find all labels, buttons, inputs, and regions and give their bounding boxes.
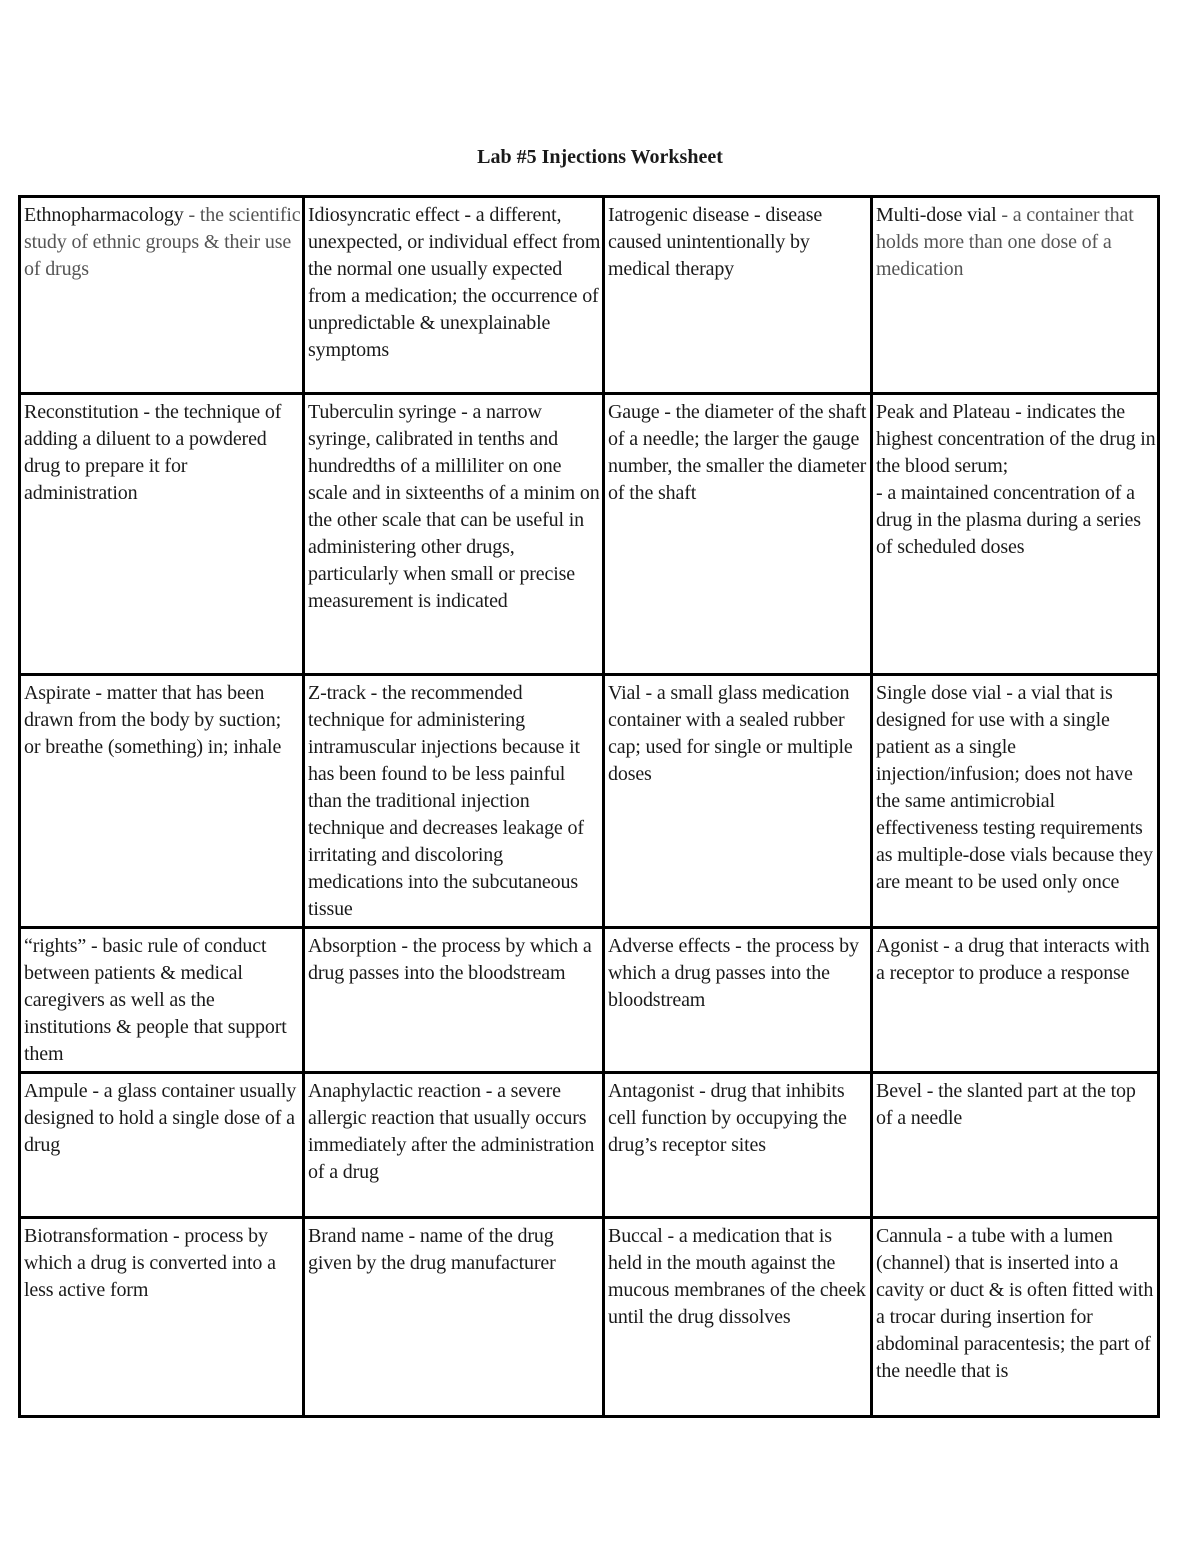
table-cell bbox=[872, 928, 1159, 1073]
term-separator: - bbox=[168, 1225, 185, 1247]
table-cell bbox=[872, 197, 1159, 394]
term-definition: process by which a drug is converted into a less active form bbox=[24, 1225, 276, 1301]
term-separator: - bbox=[694, 1080, 711, 1102]
term-separator: - bbox=[396, 935, 413, 957]
term-separator: - bbox=[921, 1080, 939, 1102]
term-definition: a medication that is held in the mouth against the mucous membranes of the cheek until the drug dissolves bbox=[608, 1225, 866, 1328]
term-label: Single dose vial bbox=[876, 682, 1002, 704]
term-label: Brand name bbox=[308, 1225, 404, 1247]
term-separator: - bbox=[459, 204, 476, 226]
term-separator: - bbox=[1001, 682, 1018, 704]
table-row bbox=[20, 1073, 1159, 1218]
table-cell bbox=[872, 675, 1159, 928]
table-cell bbox=[20, 675, 304, 928]
term-label: Ethnopharmacology bbox=[24, 204, 184, 226]
term-definition: the diameter of the shaft of a needle; the larger the gauge number, the smaller the diameter of the shaft bbox=[608, 401, 867, 504]
term-separator: - bbox=[941, 1225, 958, 1247]
table-cell bbox=[604, 197, 872, 394]
term-definition: the scientific study of ethnic groups & their use of drugs bbox=[24, 204, 301, 280]
term-separator: - bbox=[640, 682, 657, 704]
term-definition: basic rule of conduct between patients & medical caregivers as well as the institutions & people that support them bbox=[24, 935, 287, 1065]
term-definition: a glass container usually designed to hold a single dose of a drug bbox=[24, 1080, 297, 1156]
table-row bbox=[20, 1218, 1159, 1417]
term-label: Bevel bbox=[876, 1080, 922, 1102]
term-label: Tuberculin syringe bbox=[308, 401, 457, 423]
term-label: Peak and Plateau bbox=[876, 401, 1011, 423]
table-row bbox=[20, 394, 1159, 675]
term-label: Iatrogenic disease bbox=[608, 204, 750, 226]
table-cell bbox=[604, 675, 872, 928]
term-label: Ampule bbox=[24, 1080, 88, 1102]
table-cell bbox=[604, 394, 872, 675]
term-separator: - bbox=[87, 1080, 104, 1102]
term-separator: - bbox=[1010, 401, 1027, 423]
term-label: Z-track bbox=[308, 682, 366, 704]
term-separator: - bbox=[659, 401, 676, 423]
term-separator: - bbox=[86, 935, 103, 957]
term-label: Anaphylactic reaction bbox=[308, 1080, 481, 1102]
table-cell bbox=[20, 394, 304, 675]
term-definition-secondary: - a maintained concentration of a drug in the plasma during a series of scheduled doses bbox=[876, 482, 1141, 558]
term-separator: - bbox=[662, 1225, 679, 1247]
definitions-table bbox=[18, 195, 1160, 1418]
table-cell bbox=[304, 197, 604, 394]
term-label: Idiosyncratic effect bbox=[308, 204, 460, 226]
term-separator: - bbox=[403, 1225, 420, 1247]
table-cell bbox=[20, 1073, 304, 1218]
term-separator: - bbox=[456, 401, 473, 423]
table-cell bbox=[304, 1073, 604, 1218]
term-definition: indicates the highest concentration of the drug in the blood serum; bbox=[876, 401, 1156, 477]
table-cell bbox=[872, 1073, 1159, 1218]
term-label: “rights” bbox=[24, 935, 87, 957]
term-label: Biotransformation bbox=[24, 1225, 169, 1247]
term-separator: - bbox=[365, 682, 383, 704]
term-label: Cannula bbox=[876, 1225, 942, 1247]
term-label: Absorption bbox=[308, 935, 397, 957]
term-separator: - bbox=[996, 204, 1013, 226]
term-separator: - bbox=[90, 682, 107, 704]
term-definition: a tube with a lumen (channel) that is inserted into a cavity or duct & is often fitted with a trocar during insertion for abdominal paracentesis; the part of the needle that is bbox=[876, 1225, 1154, 1382]
term-label: Multi-dose vial bbox=[876, 204, 997, 226]
term-definition: name of the drug given by the drug manufacturer bbox=[308, 1225, 556, 1274]
table-row bbox=[20, 197, 1159, 394]
term-label: Buccal bbox=[608, 1225, 663, 1247]
table-row bbox=[20, 928, 1159, 1073]
table-cell bbox=[20, 197, 304, 394]
term-definition: a vial that is designed for use with a single patient as a single injection/infusion; does not have the same antimicrobial effectiveness testing requirements as multiple-dose vials because they are meant to be used only once bbox=[876, 682, 1153, 893]
table-cell bbox=[304, 394, 604, 675]
term-definition: a severe allergic reaction that usually occurs immediately after the administration of a drug bbox=[308, 1080, 595, 1183]
term-separator: - bbox=[749, 204, 766, 226]
table-row bbox=[20, 675, 1159, 928]
term-separator: - bbox=[730, 935, 747, 957]
term-separator: - bbox=[138, 401, 155, 423]
term-separator: - bbox=[480, 1080, 498, 1102]
term-definition: the process by which a drug passes into the bloodstream bbox=[608, 935, 859, 1011]
table-cell bbox=[604, 928, 872, 1073]
table-cell bbox=[872, 1218, 1159, 1417]
table-cell bbox=[20, 1218, 304, 1417]
table-cell bbox=[604, 1073, 872, 1218]
page-title: Lab #5 Injections Worksheet bbox=[477, 146, 723, 168]
term-label: Agonist bbox=[876, 935, 939, 957]
term-definition: the slanted part at the top of a needle bbox=[876, 1080, 1136, 1129]
term-definition: a drug that interacts with a receptor to produce a response bbox=[876, 935, 1150, 984]
term-label: Aspirate bbox=[24, 682, 91, 704]
term-label: Vial bbox=[608, 682, 641, 704]
term-label: Reconstitution bbox=[24, 401, 139, 423]
term-definition: a small glass medication container with a sealed rubber cap; used for single or multiple doses bbox=[608, 682, 853, 785]
table-cell bbox=[304, 928, 604, 1073]
term-definition: a different, unexpected, or individual effect from the normal one usually expected from a medication; the occurrence of unpredictable & unexplainable symptoms bbox=[308, 204, 601, 361]
table-cell bbox=[604, 1218, 872, 1417]
table-cell bbox=[304, 1218, 604, 1417]
table-cell bbox=[20, 928, 304, 1073]
term-definition: the recommended technique for administering intramuscular injections because it has been found to be less painful than the traditional injection technique and decreases leakage of irritating and discoloring medications into the subcutaneous tissue bbox=[308, 682, 584, 920]
term-definition: a narrow syringe, calibrated in tenths and hundredths of a milliliter on one scale and in sixteenths of a minim on the other scale that can be useful in administering other drugs, particularly when small or precise measurement is indicated bbox=[308, 401, 600, 612]
term-definition: the technique of adding a diluent to a powdered drug to prepare it for administration bbox=[24, 401, 282, 504]
term-label: Adverse effects bbox=[608, 935, 731, 957]
term-separator: - bbox=[183, 204, 200, 226]
term-label: Gauge bbox=[608, 401, 660, 423]
term-label: Antagonist bbox=[608, 1080, 695, 1102]
term-definition: the process by which a drug passes into the bloodstream bbox=[308, 935, 592, 984]
table-cell bbox=[304, 675, 604, 928]
table-cell bbox=[872, 394, 1159, 675]
term-separator: - bbox=[938, 935, 955, 957]
term-definition: matter that has been drawn from the body by suction; or breathe (something) in; inhale bbox=[24, 682, 282, 758]
term-definition: disease caused unintentionally by medical therapy bbox=[608, 204, 823, 280]
term-definition: a container that holds more than one dose of a medication bbox=[876, 204, 1134, 280]
term-definition: drug that inhibits cell function by occupying the drug’s receptor sites bbox=[608, 1080, 847, 1156]
